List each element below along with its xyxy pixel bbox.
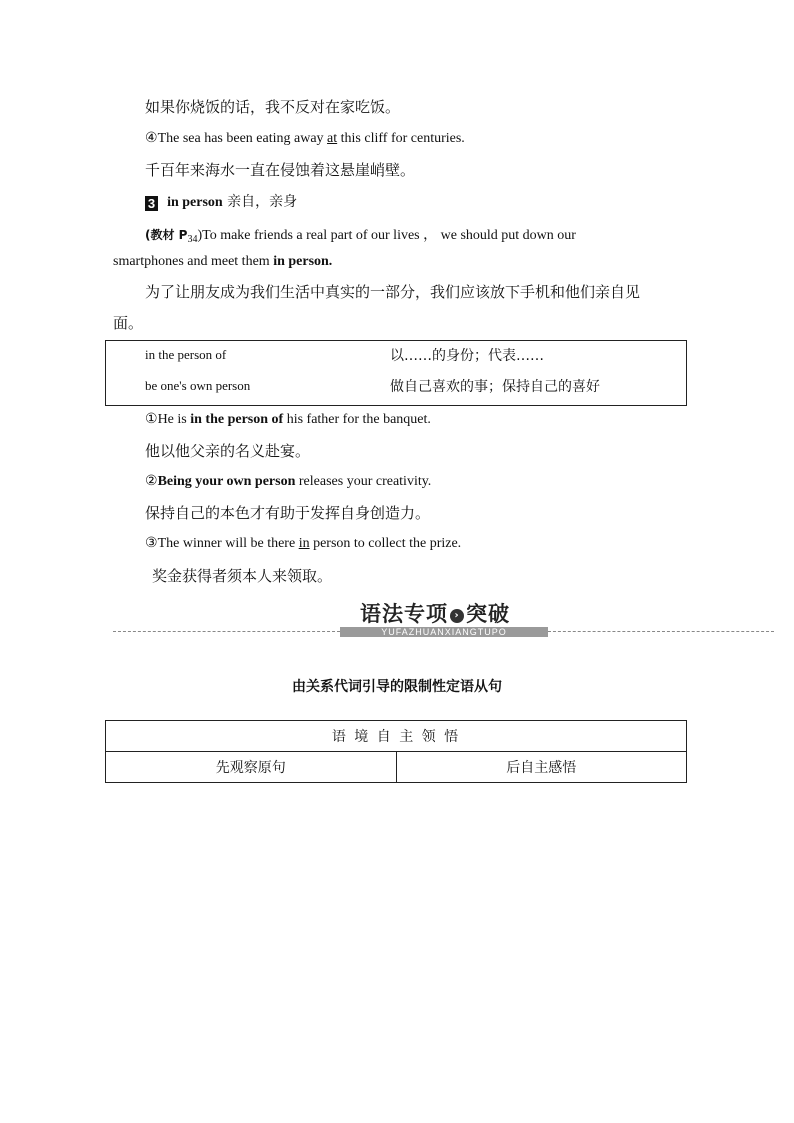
source-label: (教材 P [145,228,188,242]
source-sentence-cont: smartphones and meet them in person. [113,254,333,269]
banner-pinyin: YUFAZHUANXIANGTUPO [340,627,548,637]
translation-line: 如果你烧饭的话，我不反对在家吃饭。 [145,98,401,116]
example-number: ① [145,412,158,427]
example-sentence-3: ③The winner will be there in person to collect the prize. [145,536,462,551]
phrase-meaning: 亲自，亲身 [222,194,298,210]
source-sentence: (教材 $P_{34})To$ make friends a real part of our lives ， we should put down our [145,228,576,245]
context-table [105,720,687,783]
example-number: ③ [145,536,158,551]
source-page-number: 34 [187,234,198,245]
phrase-en: be one's own person [145,378,251,393]
translation-line: 保持自己的本色才有助于发挥自身创造力。 [145,504,431,522]
section-title: 由关系代词引导的限制性定语从句 [292,679,502,695]
banner-divider-right [548,631,774,632]
table-column-header: 后自主感悟 [396,752,687,783]
phrase-heading [145,191,297,211]
translation-line: 奖金获得者须本人来领取。 [152,567,333,585]
translation-line: 千百年来海水一直在侵蚀着这悬崖峭壁。 [145,161,416,179]
underlined-word: at [327,131,338,146]
translation-line: 为了让朋友成为我们生活中真实的一部分，我们应该放下手机和他们亲自见 [145,283,641,301]
phrase-cn: 做自己喜欢的事；保持自己的喜好 [390,379,600,395]
bold-phrase: Being your own person [157,474,296,489]
translation-line: 面。 [113,314,144,332]
table-header: 语 境 自 主 领 悟 [106,721,687,752]
translation-line: 他以他父亲的名义赴宴。 [145,442,311,460]
example-sentence-4: ④The sea has been eating away at this cliff for centuries. [145,131,465,146]
item-number-badge: 3 [145,196,158,211]
phrase-term: in person [167,195,223,210]
example-sentence-1: ①He is in the person of his father for the banquet. [145,412,431,427]
phrase-cn: 以……的身份；代表…… [390,348,544,364]
banner-divider-left [113,631,340,632]
bold-phrase: in the person of [190,412,284,427]
bold-phrase: in person. [273,254,333,269]
example-sentence-2: ②Being your own person releases your creativity. [145,474,432,489]
example-number: ④ [145,131,158,146]
phrase-en: in the person of [145,347,227,362]
example-number: ② [145,474,158,489]
table-column-header: 先观察原句 [106,752,397,783]
section-banner-title: 语法专项 › 突破 [360,602,510,626]
underlined-word: in [298,536,310,551]
chevron-right-icon: › [450,609,464,623]
